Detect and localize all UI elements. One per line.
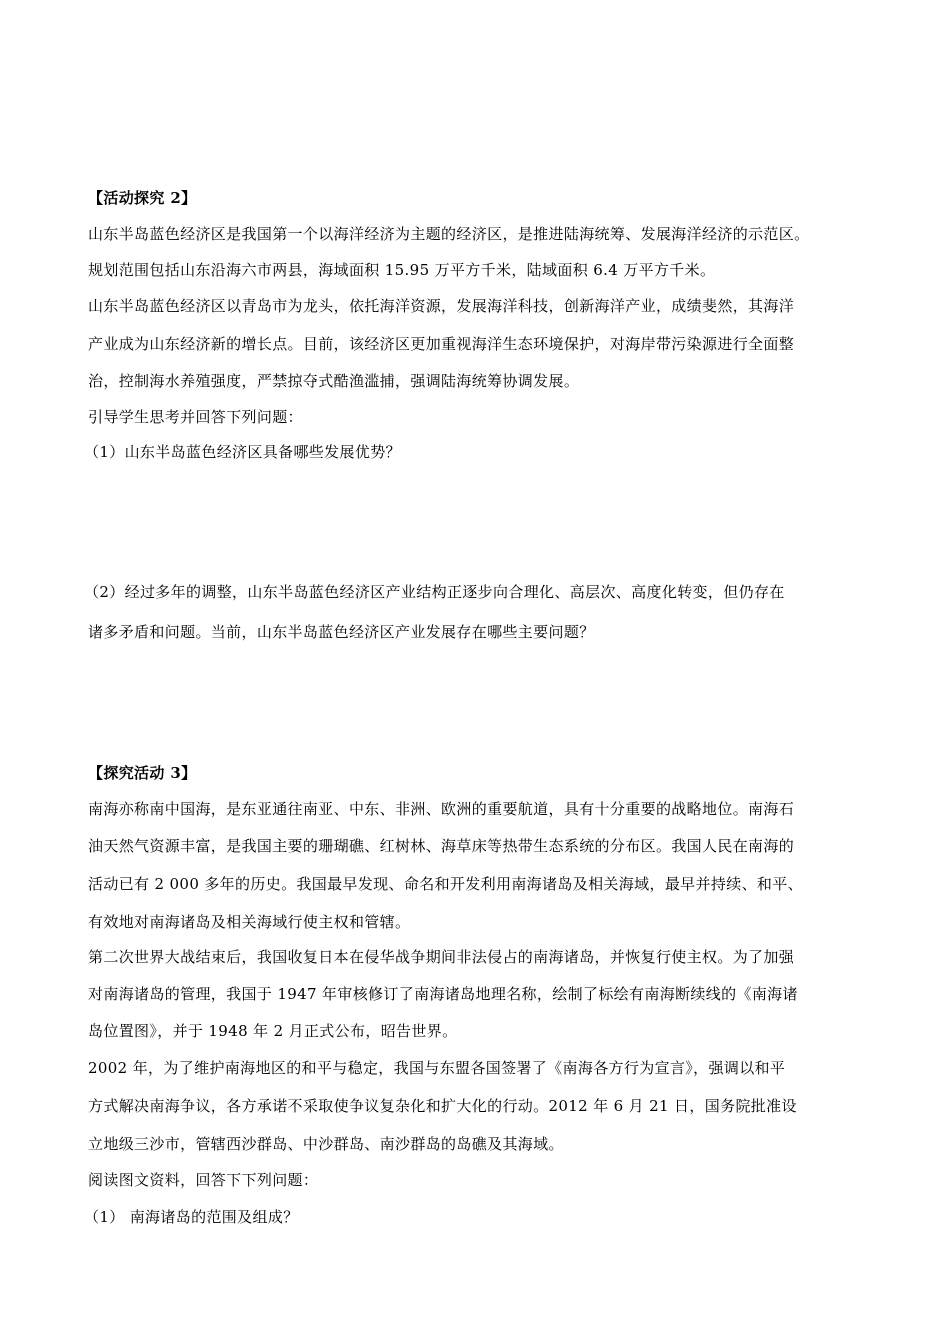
section2-paragraph-line: 山东半岛蓝色经济区是我国第一个以海洋经济为主题的经济区，是推进陆海统筹、发展海洋经济的示范区。 <box>88 225 810 243</box>
section2-paragraph-line: 治，控制海水养殖强度，严禁掠夺式酷渔滥捕，强调陆海统筹协调发展。 <box>88 372 580 390</box>
section2-paragraph-line: 规划范围包括山东沿海六市两县，海域面积 15.95 万平方千米，陆域面积 6.4 万平方千米。 <box>88 261 716 279</box>
section3-instruction: 阅读图文资料，回答下下列问题： <box>88 1171 319 1189</box>
section3-heading: 【探究活动 3】 <box>88 764 197 782</box>
section3-paragraph-line: 方式解决南海争议，各方承诺不采取使争议复杂化和扩大化的行动。2012 年 6 月 21 日，国务院批准设 <box>88 1097 797 1115</box>
section2-heading: 【活动探究 2】 <box>88 189 197 207</box>
section2-question-1: （1）山东半岛蓝色经济区具备哪些发展优势？ <box>84 443 401 461</box>
section3-paragraph-line: 岛位置图》，并于 1948 年 2 月正式公布，昭告世界。 <box>88 1022 458 1040</box>
section2-paragraph-line: 山东半岛蓝色经济区以青岛市为龙头，依托海洋资源，发展海洋科技，创新海洋产业，成绩斐然，其海洋 <box>88 297 795 315</box>
section3-paragraph-line: 有效地对南海诸岛及相关海域行使主权和管辖。 <box>88 913 411 931</box>
section2-question-2-cont: 诸多矛盾和问题。当前，山东半岛蓝色经济区产业发展存在哪些主要问题？ <box>88 623 595 641</box>
section3-paragraph-line: 2002 年，为了维护南海地区的和平与稳定，我国与东盟各国签署了《南海各方行为宣言》，强调以和平 <box>88 1059 786 1077</box>
section2-question-2: （2）经过多年的调整，山东半岛蓝色经济区产业结构正逐步向合理化、高层次、高度化转变，但仍存在 <box>84 583 785 601</box>
section3-paragraph-line: 对南海诸岛的管理，我国于 1947 年审核修订了南海诸岛地理名称，绘制了标绘有南海断续线的《南海诸 <box>88 985 798 1003</box>
section3-paragraph-line: 南海亦称南中国海，是东亚通往南亚、中东、非洲、欧洲的重要航道，具有十分重要的战略地位。南海石 <box>88 800 795 818</box>
section3-paragraph-line: 油天然气资源丰富，是我国主要的珊瑚礁、红树林、海草床等热带生态系统的分布区。我国人民在南海的 <box>88 837 795 855</box>
section2-instruction: 引导学生思考并回答下列问题： <box>88 408 303 426</box>
section3-paragraph-line: 立地级三沙市，管辖西沙群岛、中沙群岛、南沙群岛的岛礁及其海域。 <box>88 1135 564 1153</box>
section2-paragraph-line: 产业成为山东经济新的增长点。目前，该经济区更加重视海洋生态环境保护，对海岸带污染源进行全面整 <box>88 335 795 353</box>
section3-paragraph-line: 第二次世界大战结束后，我国收复日本在侵华战争期间非法侵占的南海诸岛，并恢复行使主权。为了加强 <box>88 948 795 966</box>
section3-paragraph-line: 活动已有 2 000 多年的历史。我国最早发现、命名和开发利用南海诸岛及相关海域，最早并持续、和平、 <box>88 875 803 893</box>
section3-question-1: （1） 南海诸岛的范围及组成？ <box>84 1208 299 1226</box>
